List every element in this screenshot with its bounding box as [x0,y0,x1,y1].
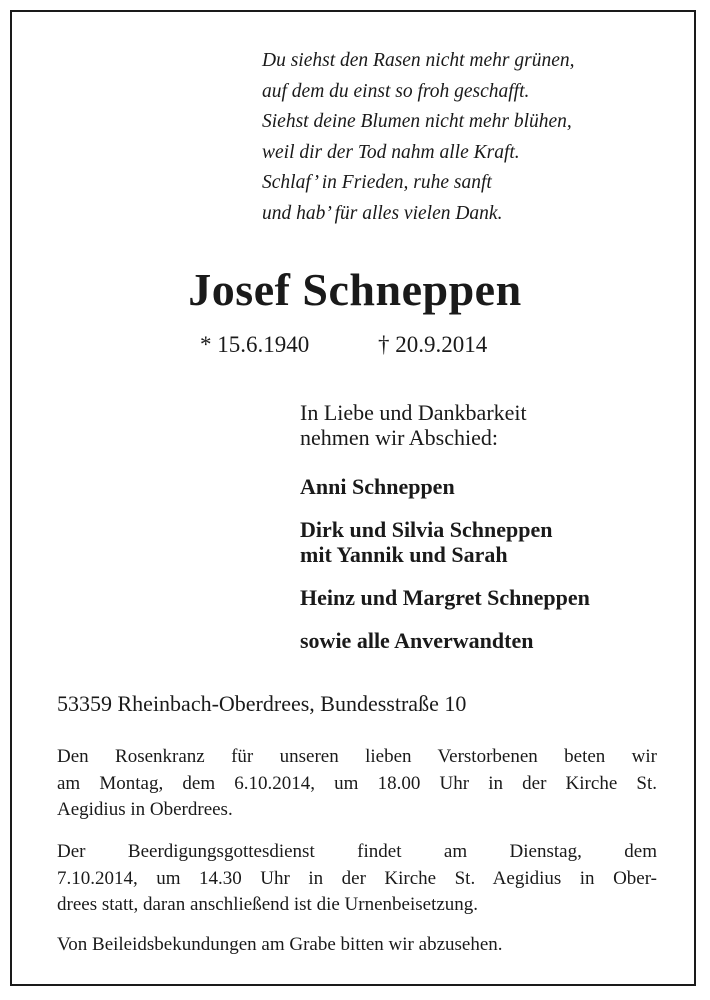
poem-line: Siehst deine Blumen nicht mehr blühen, [262,111,572,132]
mourner-name: Heinz und Margret Schneppen [300,585,590,610]
notice-line: Der Beerdigungsgottesdienst findet am Dienstag, dem [57,841,657,862]
address: 53359 Rheinbach-Oberdrees, Bundesstraße 10 [57,691,467,716]
notice-line: am Montag, dem 6.10.2014, um 18.00 Uhr in der Kirche St. [57,772,657,794]
poem-line: auf dem du einst so froh geschafft. [262,80,530,102]
condolences-notice [57,932,657,959]
mourner-name: mit Yannik und Sarah [300,542,508,567]
mourner-group [300,585,590,610]
farewell-text [300,400,527,450]
notice-line: Von Beileidsbekundungen am Grabe bitten wir abzusehen. [57,934,503,955]
mourner-name: sowie alle Anverwandten [300,628,534,653]
rosary-notice [57,744,657,824]
poem-line: Du siehst den Rasen nicht mehr grünen, [262,50,575,71]
mourner-group [300,517,590,567]
deceased-name: Josef Schneppen [188,264,522,315]
notice-line: Den Rosenkranz für unseren lieben Verstorbenen beten wir [57,746,657,767]
mourners-list [300,474,590,671]
mourner-name: Anni Schneppen [300,474,455,499]
poem-line: Schlaf’ in Frieden, ruhe sanft [262,172,492,193]
funeral-notice [57,839,657,919]
notice-line: 7.10.2014, um 14.30 Uhr in der Kirche St. Aegidius in Ober- [57,867,657,889]
death-date: † 20.9.2014 [378,332,488,357]
memorial-poem [262,46,575,229]
poem-line: weil dir der Tod nahm alle Kraft. [262,141,520,163]
notice-line: drees statt, daran anschließend ist die Urnenbeisetzung. [57,894,479,915]
birth-date: * 15.6.1940 [200,332,310,357]
mourner-name: Dirk und Silvia Schneppen [300,517,553,542]
notice-line: Aegidius in Oberdrees. [57,799,233,820]
mourner-group [300,628,590,653]
poem-line: und hab’ für alles vielen Dank. [262,202,503,224]
farewell-line: nehmen wir Abschied: [300,425,498,450]
farewell-line: In Liebe und Dankbarkeit [300,400,527,425]
mourner-group [300,474,590,499]
